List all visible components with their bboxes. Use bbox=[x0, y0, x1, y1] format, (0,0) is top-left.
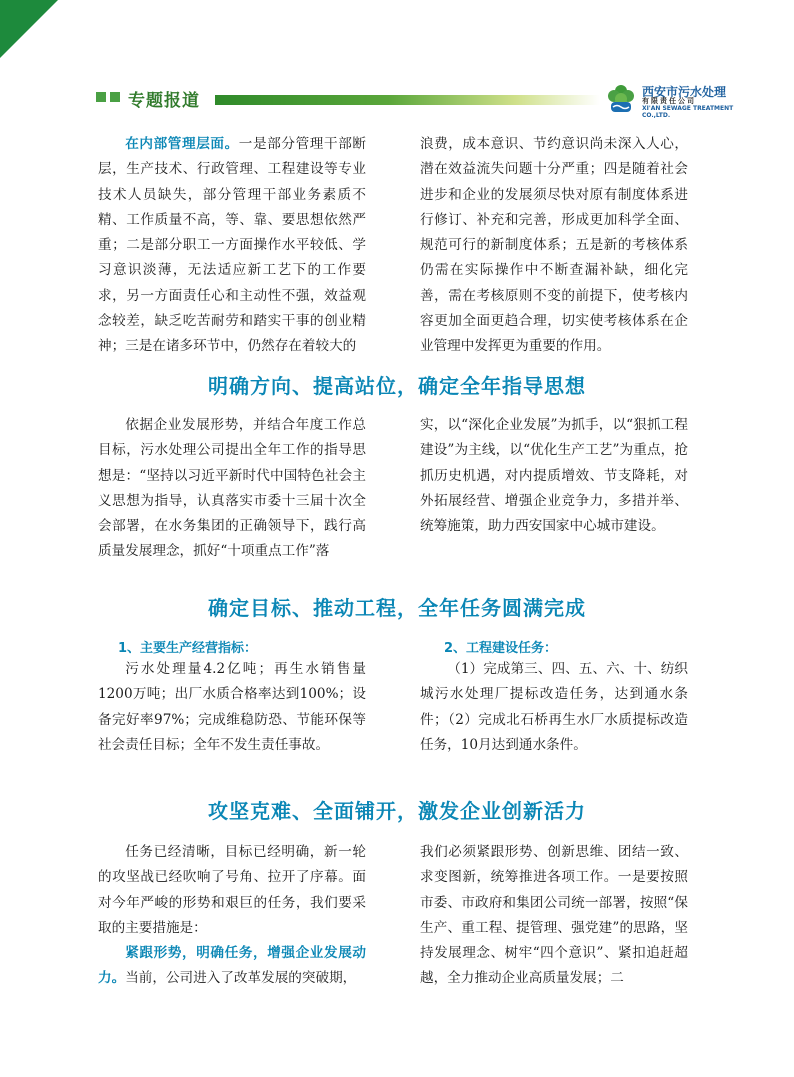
header-gradient-bar bbox=[215, 95, 600, 105]
intro-right-text: 浪费，成本意识、节约意识尚未深入人心，潜在效益流失问题十分严重；四是随着社会进步和企业的发展须尽快对原有制度体系进行修订、补充和完善，形成更加科学全面、规范可行的新制度体系；五是新的考核体系仍需在实际操作中不断查漏补缺，细化完善，需在考核原则不变的前提下，使考核内容更加全面更趋合理，切实使考核体系在企业管理中发挥更为重要的作用。 bbox=[420, 136, 688, 355]
section3-right-text: 我们必须紧跟形势、创新思维、团结一致、求变图新，统筹推进各项工作。一是要按照市委、市政府和集团公司统一部署，按照“保生产、重工程、提管理、强党建”的思路，坚持发展理念、树牢“四个意识”、紧扣追赶超越，全力推动企业高质量发展；二 bbox=[420, 844, 688, 987]
intro-left-text: 一是部分管理干部断层，生产技术、行政管理、工程建设等专业技术人员缺失，部分管理干部业务素质不精、工作质量不高，等、靠、要思想依然严重；二是部分职工一方面操作水平较低、学习意识淡薄，无法适应新工艺下的工作要求，另一方面责任心和主动性不强，效益观念较差，缺乏吃苦耐劳和踏实干事的创业精神；三是在诸多环节中，仍然存在着较大的 bbox=[98, 136, 366, 355]
section3-left-text2: 当前，公司进入了改革发展的突破期， bbox=[125, 970, 357, 987]
section1-right-text: 实，以“深化企业发展”为抓手，以“狠抓工程建设”为主线，以“优化生产工艺”为重点，抢抓历史机遇，对内提质增效、节支降耗，对外拓展经营、增强企业竞争力，多措并举、统筹施策，助力西安国家中心城市建设。 bbox=[420, 417, 688, 535]
section2-right-column bbox=[420, 657, 688, 758]
header-square bbox=[110, 92, 120, 102]
section2-left-text: 污水处理量4.2亿吨；再生水销售量1200万吨；出厂水质合格率达到100%；设备完好率97%；完成维稳防恐、节能环保等社会责任目标；全年不发生责任事故。 bbox=[98, 661, 366, 753]
intro-right-column bbox=[420, 132, 688, 360]
corner-decoration bbox=[0, 0, 58, 58]
header-square bbox=[96, 92, 106, 102]
section3-right-column bbox=[420, 840, 688, 992]
logo-name-cn2: 有限责任公司 bbox=[642, 97, 696, 105]
section-label: 专题报道 bbox=[128, 91, 200, 111]
section1-title: 明确方向、提高站位，确定全年指导思想 bbox=[208, 374, 586, 398]
logo-name-en bbox=[642, 98, 742, 119]
logo-name-en-text: XI'AN SEWAGE TREATMENT CO.,LTD. bbox=[642, 105, 734, 119]
logo-emblem-icon bbox=[604, 82, 638, 116]
section2-right-subtitle: 2、工程建设任务： bbox=[444, 641, 558, 656]
section1-right-column bbox=[420, 413, 688, 539]
company-logo bbox=[604, 82, 784, 119]
section2-right-text: （1）完成第三、四、五、六、十、纺织城污水处理厂提标改造任务，达到通水条件；（2）完成北石桥再生水厂水质提标改造任务，10月达到通水条件。 bbox=[420, 661, 688, 753]
page-header bbox=[0, 82, 794, 119]
section3-lead: 紧跟形势，明确任务，增强企业发展动力。 bbox=[98, 945, 366, 987]
section3-left-column bbox=[98, 840, 366, 992]
intro-left-column bbox=[98, 132, 366, 360]
section3-title: 攻坚克难、全面铺开，激发企业创新活力 bbox=[208, 799, 586, 823]
section1-left-column bbox=[98, 413, 366, 565]
section2-title: 确定目标、推动工程，全年任务圆满完成 bbox=[208, 596, 586, 620]
intro-lead: 在内部管理层面。 bbox=[125, 136, 239, 152]
section2-left-column bbox=[98, 657, 366, 758]
section1-left-text: 依据企业发展形势，并结合年度工作总目标，污水处理公司提出全年工作的指导思想是：“坚持以习近平新时代中国特色社会主义思想为指导，认真落实市委十三届十次全会部署，在水务集团的正确领导下，践行高质量发展理念，抓好“十项重点工作”落 bbox=[98, 417, 366, 560]
logo-name-cn: 西安市污水处理 bbox=[642, 85, 727, 99]
section2-left-subtitle: 1、主要生产经营指标： bbox=[118, 641, 258, 656]
section3-left-text: 任务已经清晰，目标已经明确，新一轮的攻坚战已经吹响了号角、拉开了序幕。面对今年严峻的形势和艰巨的任务，我们要采取的主要措施是： bbox=[98, 844, 366, 936]
